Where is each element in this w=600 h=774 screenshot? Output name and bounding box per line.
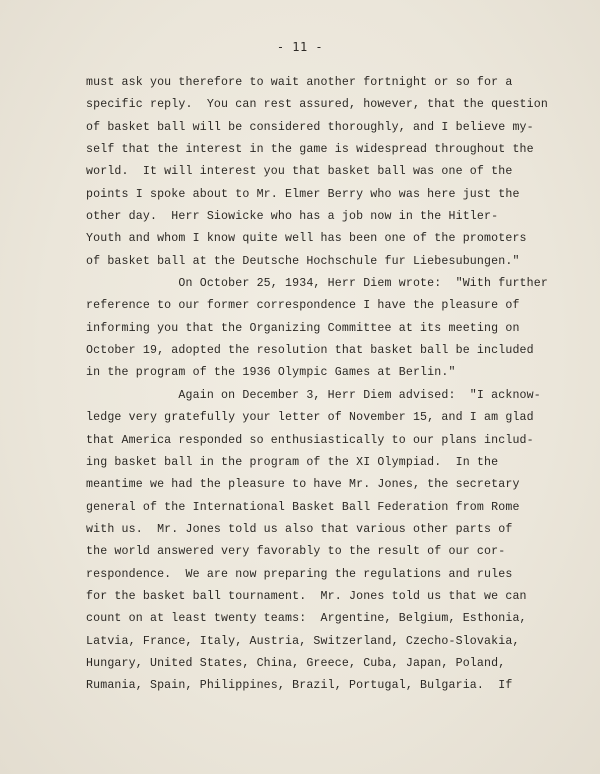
text-line: in the program of the 1936 Olympic Games at Berlin." bbox=[86, 366, 456, 380]
text-line: Youth and whom I know quite well has been one of the promoters bbox=[86, 232, 527, 246]
text-line: Again on December 3, Herr Diem advised: "I acknow- bbox=[86, 388, 541, 402]
text-line: for the basket ball tournament. Mr. Jones told us that we can bbox=[86, 589, 527, 603]
page-number: - 11 - bbox=[276, 40, 324, 54]
text-line: specific reply. You can rest assured, however, that the question bbox=[86, 98, 548, 112]
text-line: that America responded so enthusiastically to our plans includ- bbox=[86, 433, 534, 447]
typewritten-body bbox=[86, 72, 546, 698]
text-line: Latvia, France, Italy, Austria, Switzerland, Czecho-Slovakia, bbox=[86, 634, 520, 648]
text-line: On October 25, 1934, Herr Diem wrote: "With further bbox=[86, 277, 548, 291]
text-line: informing you that the Organizing Committee at its meeting on bbox=[86, 321, 520, 335]
text-line: meantime we had the pleasure to have Mr. Jones, the secretary bbox=[86, 478, 520, 492]
text-line: ing basket ball in the program of the XI Olympiad. In the bbox=[86, 455, 499, 469]
text-line: other day. Herr Siowicke who has a job now in the Hitler- bbox=[86, 210, 499, 224]
text-line: count on at least twenty teams: Argentine, Belgium, Esthonia, bbox=[86, 612, 527, 626]
text-line: world. It will interest you that basket ball was one of the bbox=[86, 165, 513, 179]
text-line: Rumania, Spain, Philippines, Brazil, Portugal, Bulgaria. If bbox=[86, 679, 513, 693]
text-line: October 19, adopted the resolution that basket ball be included bbox=[86, 344, 534, 358]
text-line: self that the interest in the game is widespread throughout the bbox=[86, 143, 534, 157]
text-line: of basket ball will be considered thoroughly, and I believe my- bbox=[86, 120, 534, 134]
text-line: must ask you therefore to wait another fortnight or so for a bbox=[86, 76, 513, 89]
text-line: of basket ball at the Deutsche Hochschule fur Liebesubungen." bbox=[86, 254, 520, 268]
text-line: points I spoke about to Mr. Elmer Berry who was here just the bbox=[86, 187, 520, 201]
text-line: the world answered very favorably to the result of our cor- bbox=[86, 545, 506, 559]
text-line: respondence. We are now preparing the regulations and rules bbox=[86, 567, 513, 581]
text-line: general of the International Basket Ball Federation from Rome bbox=[86, 500, 520, 514]
text-line: reference to our former correspondence I have the pleasure of bbox=[86, 299, 520, 313]
text-line: with us. Mr. Jones told us also that various other parts of bbox=[86, 522, 513, 536]
text-line: ledge very gratefully your letter of November 15, and I am glad bbox=[86, 411, 534, 425]
text-line: Hungary, United States, China, Greece, Cuba, Japan, Poland, bbox=[86, 656, 506, 670]
